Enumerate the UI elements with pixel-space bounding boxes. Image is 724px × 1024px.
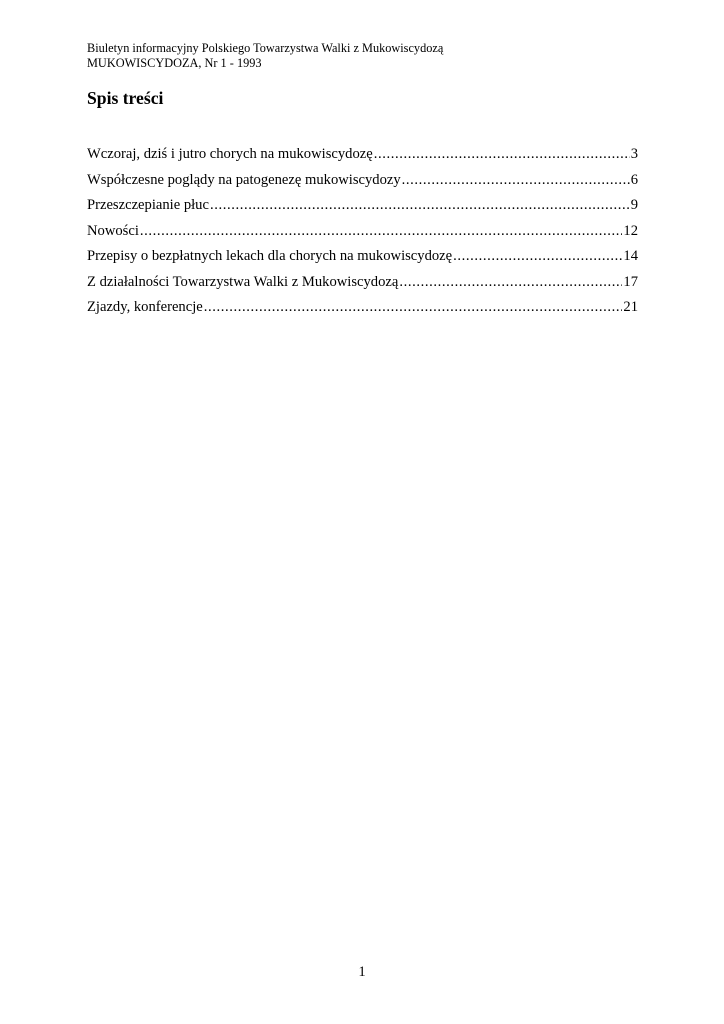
toc-entry-title: Przeszczepianie płuc <box>87 197 209 213</box>
toc-dot-leader <box>453 244 622 270</box>
running-header <box>87 41 443 70</box>
toc-dot-leader <box>210 193 630 219</box>
toc-entry-page: 14 <box>623 248 638 264</box>
toc-entry-title: Przepisy o bezpłatnych lekach dla chorych na mukowiscydozę <box>87 248 453 264</box>
page-number: 1 <box>358 964 366 980</box>
toc-entry-page: 12 <box>623 222 638 239</box>
header-line-2: MUKOWISCYDOZA, Nr 1 - 1993 <box>87 55 262 70</box>
toc-entry <box>87 193 638 219</box>
toc-entry-title: Zjazdy, konferencje <box>87 299 203 315</box>
toc-entry-page: 9 <box>630 197 638 213</box>
toc-entry <box>87 295 638 321</box>
toc-dot-leader <box>374 142 630 168</box>
toc-entry <box>87 244 638 270</box>
toc-entry-title: Wczoraj, dziś i jutro chorych na mukowiscydozę <box>87 146 373 162</box>
toc-dot-leader <box>402 168 630 194</box>
toc-dot-leader <box>399 270 622 296</box>
toc-entry-title: Z działalności Towarzystwa Walki z Mukowiscydozą <box>87 273 399 290</box>
toc-entry <box>87 219 638 245</box>
toc-entry-page: 6 <box>630 171 638 188</box>
toc-entry-title: Współczesne poglądy na patogenezę mukowiscydozy <box>87 171 401 188</box>
toc-entry-page: 21 <box>623 299 638 315</box>
page-title: Spis treści <box>87 88 164 108</box>
toc-entry <box>87 142 638 168</box>
table-of-contents <box>87 142 638 321</box>
header-line-1: Biuletyn informacyjny Polskiego Towarzystwa Walki z Mukowiscydozą <box>87 41 444 55</box>
toc-entry <box>87 168 638 194</box>
toc-entry <box>87 270 638 296</box>
toc-dot-leader <box>140 219 623 245</box>
toc-entry-page: 17 <box>623 273 638 290</box>
toc-entry-page: 3 <box>630 146 638 162</box>
toc-dot-leader <box>204 295 623 321</box>
toc-entry-title: Nowości <box>87 222 139 239</box>
